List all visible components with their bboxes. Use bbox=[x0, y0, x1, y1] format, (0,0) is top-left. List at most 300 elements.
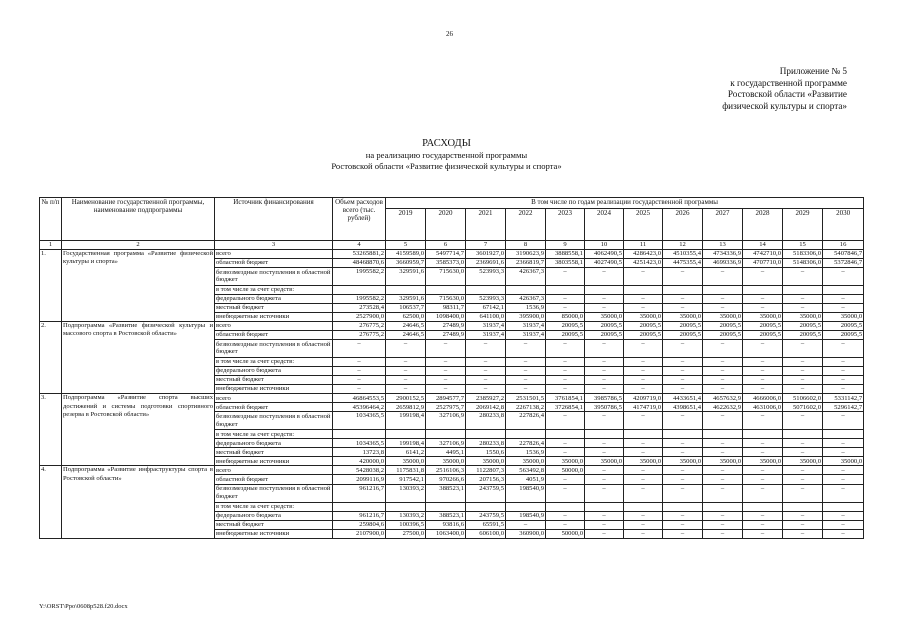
funding-source: местный бюджет bbox=[215, 520, 333, 529]
year-value-cell: 35000,0 bbox=[703, 457, 743, 466]
year-value-cell: – bbox=[546, 412, 585, 430]
program-number: 4. bbox=[40, 466, 62, 538]
year-value-cell: 62500,0 bbox=[386, 312, 426, 321]
year-value-cell: – bbox=[426, 339, 466, 357]
year-value-cell: 1063400,0 bbox=[426, 529, 466, 538]
year-value-cell: 4433651,4 bbox=[663, 394, 703, 403]
year-value-cell: – bbox=[823, 511, 864, 520]
year-value-cell: – bbox=[823, 376, 864, 385]
year-value-cell: 523993,3 bbox=[466, 294, 506, 303]
year-value-cell: – bbox=[823, 439, 864, 448]
year-value-cell: 20095,5 bbox=[703, 321, 743, 330]
year-value-cell: 130393,2 bbox=[386, 484, 426, 502]
total-volume-cell bbox=[333, 502, 386, 511]
funding-source: в том числе за счет средств: bbox=[215, 357, 333, 366]
year-value-cell: 329591,6 bbox=[386, 294, 426, 303]
document-title bbox=[0, 138, 905, 171]
year-value-cell: 3985786,5 bbox=[585, 394, 624, 403]
year-value-cell: 20095,5 bbox=[743, 330, 783, 339]
year-value-cell: – bbox=[783, 484, 823, 502]
year-value-cell: – bbox=[546, 439, 585, 448]
year-value-cell: – bbox=[585, 466, 624, 475]
funding-source: всего bbox=[215, 321, 333, 330]
year-value-cell: 31937,4 bbox=[466, 321, 506, 330]
appendix-line: к государственной программе bbox=[730, 77, 847, 88]
total-volume-cell: – bbox=[333, 367, 386, 376]
year-value-cell: – bbox=[823, 339, 864, 357]
year-value-cell: – bbox=[546, 367, 585, 376]
total-volume-cell: 961216,7 bbox=[333, 511, 386, 520]
year-value-cell: 106537,7 bbox=[386, 303, 426, 312]
year-value-cell: – bbox=[663, 294, 703, 303]
year-value-cell bbox=[506, 285, 546, 294]
year-value-cell: – bbox=[506, 339, 546, 357]
year-value-cell: 4742710,0 bbox=[743, 249, 783, 258]
year-value-cell: 4734336,9 bbox=[703, 249, 743, 258]
year-value-cell bbox=[546, 502, 585, 511]
year-value-cell: – bbox=[823, 412, 864, 430]
header-name: Наименование государственной программы, наименование подпрограммы bbox=[62, 198, 215, 241]
column-number: 14 bbox=[743, 241, 783, 250]
year-value-cell: 35000,0 bbox=[743, 312, 783, 321]
column-number: 6 bbox=[426, 241, 466, 250]
total-volume-cell: 1034365,5 bbox=[333, 412, 386, 430]
year-value-cell: 3888558,1 bbox=[546, 249, 585, 258]
year-value-cell bbox=[703, 502, 743, 511]
expenses-table-wrapper bbox=[39, 197, 863, 539]
year-value-cell: – bbox=[624, 357, 663, 366]
funding-source: внебюджетные источники bbox=[215, 385, 333, 394]
funding-source: областной бюджет bbox=[215, 403, 333, 412]
year-value-cell: – bbox=[663, 529, 703, 538]
total-volume-cell: 2527900,0 bbox=[333, 312, 386, 321]
year-value-cell: – bbox=[743, 376, 783, 385]
year-value-cell: – bbox=[585, 448, 624, 457]
year-value-cell: – bbox=[743, 448, 783, 457]
year-value-cell: – bbox=[585, 385, 624, 394]
year-value-cell: 35000,0 bbox=[823, 457, 864, 466]
column-number: 12 bbox=[663, 241, 703, 250]
funding-source: безвозмездные поступления в областной бюджет bbox=[215, 412, 333, 430]
year-value-cell: – bbox=[783, 376, 823, 385]
year-value-cell: 2516106,3 bbox=[426, 466, 466, 475]
year-value-cell: 207156,3 bbox=[466, 475, 506, 484]
year-value-cell: 35000,0 bbox=[663, 457, 703, 466]
year-value-cell: 98311,7 bbox=[426, 303, 466, 312]
column-number: 11 bbox=[624, 241, 663, 250]
year-value-cell: 4622632,9 bbox=[703, 403, 743, 412]
year-value-cell: 523993,3 bbox=[466, 267, 506, 285]
year-value-cell: – bbox=[783, 267, 823, 285]
year-value-cell: 243759,5 bbox=[466, 484, 506, 502]
table-row bbox=[40, 466, 864, 475]
year-value-cell: – bbox=[783, 529, 823, 538]
year-value-cell: 20095,5 bbox=[663, 321, 703, 330]
header-volume: Объем расходов всего (тыс. рублей) bbox=[333, 198, 386, 241]
year-value-cell: – bbox=[426, 367, 466, 376]
year-value-cell: – bbox=[546, 475, 585, 484]
year-value-cell: 227826,4 bbox=[506, 439, 546, 448]
funding-source: всего bbox=[215, 249, 333, 258]
year-value-cell: – bbox=[585, 376, 624, 385]
year-value-cell: 35000,0 bbox=[743, 457, 783, 466]
year-value-cell: 199198,4 bbox=[386, 439, 426, 448]
year-value-cell: – bbox=[585, 357, 624, 366]
year-value-cell bbox=[506, 502, 546, 511]
year-value-cell: – bbox=[663, 412, 703, 430]
year-value-cell: 27489,9 bbox=[426, 330, 466, 339]
header-source: Источник финансирования bbox=[215, 198, 333, 241]
year-value-cell: – bbox=[506, 385, 546, 394]
year-value-cell: – bbox=[426, 357, 466, 366]
year-value-cell: – bbox=[624, 376, 663, 385]
year-value-cell: – bbox=[585, 294, 624, 303]
year-value-cell bbox=[663, 430, 703, 439]
year-value-cell: 198540,9 bbox=[506, 484, 546, 502]
year-value-cell: – bbox=[743, 475, 783, 484]
year-value-cell: 641100,0 bbox=[466, 312, 506, 321]
year-value-cell: – bbox=[783, 448, 823, 457]
year-value-cell: 20095,5 bbox=[585, 330, 624, 339]
year-value-cell: 35000,0 bbox=[466, 457, 506, 466]
year-value-cell: – bbox=[426, 376, 466, 385]
year-value-cell: 2900152,5 bbox=[386, 394, 426, 403]
year-value-cell: – bbox=[663, 466, 703, 475]
year-value-cell: – bbox=[783, 303, 823, 312]
year-value-cell: – bbox=[703, 339, 743, 357]
year-value-cell: 2267138,2 bbox=[506, 403, 546, 412]
total-volume-cell: 961216,7 bbox=[333, 484, 386, 502]
year-value-cell: – bbox=[743, 511, 783, 520]
year-value-cell bbox=[624, 502, 663, 511]
header-year: 2023 bbox=[546, 209, 585, 241]
year-value-cell bbox=[426, 430, 466, 439]
year-value-cell: 5148306,0 bbox=[783, 258, 823, 267]
year-value-cell bbox=[703, 430, 743, 439]
year-value-cell: – bbox=[663, 475, 703, 484]
year-value-cell bbox=[823, 430, 864, 439]
year-value-cell: – bbox=[743, 466, 783, 475]
year-value-cell: 67142,1 bbox=[466, 303, 506, 312]
total-volume-cell: 53265881,2 bbox=[333, 249, 386, 258]
column-number: 9 bbox=[546, 241, 585, 250]
year-value-cell: – bbox=[823, 303, 864, 312]
year-value-cell: – bbox=[743, 439, 783, 448]
total-volume-cell: 46864553,5 bbox=[333, 394, 386, 403]
year-value-cell: 3601927,0 bbox=[466, 249, 506, 258]
year-value-cell: 35000,0 bbox=[426, 457, 466, 466]
year-value-cell: – bbox=[743, 484, 783, 502]
year-value-cell: – bbox=[703, 412, 743, 430]
year-value-cell: 5372846,7 bbox=[823, 258, 864, 267]
year-value-cell: 20095,5 bbox=[663, 330, 703, 339]
year-value-cell: 20095,5 bbox=[624, 330, 663, 339]
funding-source: местный бюджет bbox=[215, 303, 333, 312]
header-num: № п/п bbox=[40, 198, 62, 241]
funding-source: всего bbox=[215, 394, 333, 403]
year-value-cell: 4209719,0 bbox=[624, 394, 663, 403]
column-number: 15 bbox=[783, 241, 823, 250]
year-value-cell: 3761854,1 bbox=[546, 394, 585, 403]
year-value-cell: – bbox=[506, 367, 546, 376]
year-value-cell: 5071602,0 bbox=[783, 403, 823, 412]
year-value-cell: 27500,0 bbox=[386, 529, 426, 538]
year-value-cell: – bbox=[703, 475, 743, 484]
year-value-cell: – bbox=[466, 376, 506, 385]
year-value-cell: 1536,9 bbox=[506, 448, 546, 457]
year-value-cell: – bbox=[743, 339, 783, 357]
year-value-cell: – bbox=[703, 529, 743, 538]
column-number: 4 bbox=[333, 241, 386, 250]
year-value-cell: 4174719,0 bbox=[624, 403, 663, 412]
year-value-cell: – bbox=[506, 520, 546, 529]
year-value-cell bbox=[624, 430, 663, 439]
year-value-cell: 3585373,0 bbox=[426, 258, 466, 267]
year-value-cell: – bbox=[546, 511, 585, 520]
funding-source: федерального бюджета bbox=[215, 294, 333, 303]
year-value-cell: – bbox=[703, 367, 743, 376]
year-value-cell: – bbox=[546, 520, 585, 529]
header-year: 2021 bbox=[466, 209, 506, 241]
year-value-cell: 20095,5 bbox=[743, 321, 783, 330]
year-value-cell: 35000,0 bbox=[585, 312, 624, 321]
year-value-cell: – bbox=[663, 303, 703, 312]
year-value-cell: – bbox=[823, 466, 864, 475]
header-years-group: В том числе по годам реализации государственной программы bbox=[386, 198, 864, 209]
year-value-cell: – bbox=[624, 520, 663, 529]
year-value-cell: – bbox=[624, 303, 663, 312]
year-value-cell: 130393,2 bbox=[386, 511, 426, 520]
year-value-cell bbox=[585, 502, 624, 511]
year-value-cell: – bbox=[663, 439, 703, 448]
year-value-cell: 2369691,6 bbox=[466, 258, 506, 267]
year-value-cell: – bbox=[703, 520, 743, 529]
total-volume-cell: – bbox=[333, 385, 386, 394]
year-value-cell: 2527975,7 bbox=[426, 403, 466, 412]
year-value-cell: – bbox=[743, 520, 783, 529]
total-volume-cell: 1995582,2 bbox=[333, 267, 386, 285]
year-value-cell: 20095,5 bbox=[624, 321, 663, 330]
funding-source: внебюджетные источники bbox=[215, 312, 333, 321]
year-value-cell: – bbox=[663, 448, 703, 457]
year-value-cell: – bbox=[743, 357, 783, 366]
year-value-cell: – bbox=[663, 267, 703, 285]
year-value-cell: – bbox=[783, 520, 823, 529]
year-value-cell: 27489,9 bbox=[426, 321, 466, 330]
year-value-cell: – bbox=[703, 376, 743, 385]
year-value-cell: – bbox=[703, 466, 743, 475]
year-value-cell: 4631006,0 bbox=[743, 403, 783, 412]
year-value-cell bbox=[506, 430, 546, 439]
year-value-cell: – bbox=[663, 339, 703, 357]
year-value-cell: – bbox=[783, 412, 823, 430]
year-value-cell: 2366819,7 bbox=[506, 258, 546, 267]
year-value-cell: 2531501,5 bbox=[506, 394, 546, 403]
year-value-cell: – bbox=[624, 466, 663, 475]
year-value-cell: 280233,8 bbox=[466, 412, 506, 430]
year-value-cell: – bbox=[823, 294, 864, 303]
year-value-cell bbox=[663, 285, 703, 294]
year-value-cell: – bbox=[546, 357, 585, 366]
year-value-cell: 100396,5 bbox=[386, 520, 426, 529]
year-value-cell: – bbox=[585, 339, 624, 357]
funding-source: всего bbox=[215, 466, 333, 475]
total-volume-cell: – bbox=[333, 339, 386, 357]
year-value-cell: – bbox=[703, 357, 743, 366]
year-value-cell: – bbox=[823, 267, 864, 285]
funding-source: федерального бюджета bbox=[215, 367, 333, 376]
year-value-cell: – bbox=[743, 412, 783, 430]
year-value-cell bbox=[823, 285, 864, 294]
year-value-cell: – bbox=[585, 267, 624, 285]
funding-source: безвозмездные поступления в областной бюджет bbox=[215, 339, 333, 357]
total-volume-cell: 13723,8 bbox=[333, 448, 386, 457]
year-value-cell bbox=[466, 285, 506, 294]
title-subtitle-1: на реализацию государственной программы bbox=[365, 150, 528, 160]
header-year: 2019 bbox=[386, 209, 426, 241]
year-value-cell bbox=[386, 285, 426, 294]
year-value-cell: – bbox=[546, 339, 585, 357]
total-volume-cell: 259804,6 bbox=[333, 520, 386, 529]
year-value-cell bbox=[386, 502, 426, 511]
year-value-cell: 20095,5 bbox=[823, 330, 864, 339]
header-year: 2022 bbox=[506, 209, 546, 241]
year-value-cell: 388523,1 bbox=[426, 484, 466, 502]
year-value-cell: 426367,3 bbox=[506, 294, 546, 303]
year-value-cell: – bbox=[546, 376, 585, 385]
header-year: 2025 bbox=[624, 209, 663, 241]
program-number: 3. bbox=[40, 394, 62, 466]
total-volume-cell: 2107900,0 bbox=[333, 529, 386, 538]
year-value-cell: – bbox=[624, 367, 663, 376]
year-value-cell: – bbox=[624, 448, 663, 457]
year-value-cell bbox=[466, 502, 506, 511]
year-value-cell: 327106,9 bbox=[426, 439, 466, 448]
program-number: 2. bbox=[40, 321, 62, 393]
total-volume-cell: 1995582,2 bbox=[333, 294, 386, 303]
funding-source: федерального бюджета bbox=[215, 439, 333, 448]
year-value-cell bbox=[783, 502, 823, 511]
year-value-cell: – bbox=[783, 357, 823, 366]
year-value-cell: – bbox=[466, 357, 506, 366]
year-value-cell: 329591,6 bbox=[386, 267, 426, 285]
year-value-cell: 5296142,7 bbox=[823, 403, 864, 412]
year-value-cell: – bbox=[466, 367, 506, 376]
total-volume-cell: 276775,2 bbox=[333, 330, 386, 339]
funding-source: областной бюджет bbox=[215, 330, 333, 339]
year-value-cell: 31937,4 bbox=[466, 330, 506, 339]
year-value-cell bbox=[703, 285, 743, 294]
year-value-cell: – bbox=[546, 294, 585, 303]
total-volume-cell: 45396464,2 bbox=[333, 403, 386, 412]
column-number: 1 bbox=[40, 241, 62, 250]
year-value-cell: 50000,0 bbox=[546, 466, 585, 475]
table-row bbox=[40, 321, 864, 330]
year-value-cell: 4251423,0 bbox=[624, 258, 663, 267]
year-value-cell: – bbox=[386, 376, 426, 385]
year-value-cell: 3190623,9 bbox=[506, 249, 546, 258]
year-value-cell: – bbox=[386, 357, 426, 366]
year-value-cell: 20095,5 bbox=[783, 330, 823, 339]
year-value-cell: 65591,5 bbox=[466, 520, 506, 529]
year-value-cell: 970266,6 bbox=[426, 475, 466, 484]
year-value-cell: 6141,2 bbox=[386, 448, 426, 457]
year-value-cell: 4051,9 bbox=[506, 475, 546, 484]
year-value-cell: 35000,0 bbox=[783, 457, 823, 466]
year-value-cell: – bbox=[743, 385, 783, 394]
header-year: 2020 bbox=[426, 209, 466, 241]
year-value-cell: – bbox=[823, 367, 864, 376]
year-value-cell bbox=[783, 430, 823, 439]
year-value-cell: – bbox=[546, 385, 585, 394]
year-value-cell bbox=[743, 430, 783, 439]
year-value-cell: 4398651,4 bbox=[663, 403, 703, 412]
column-number: 13 bbox=[703, 241, 743, 250]
year-value-cell: – bbox=[386, 339, 426, 357]
appendix-line: Приложение № 5 bbox=[779, 66, 847, 76]
year-value-cell: – bbox=[585, 367, 624, 376]
year-value-cell: 4159589,0 bbox=[386, 249, 426, 258]
year-value-cell: 1536,9 bbox=[506, 303, 546, 312]
year-value-cell bbox=[426, 502, 466, 511]
year-value-cell: 35000,0 bbox=[823, 312, 864, 321]
year-value-cell: 426367,3 bbox=[506, 267, 546, 285]
year-value-cell: – bbox=[466, 385, 506, 394]
year-value-cell: – bbox=[386, 385, 426, 394]
year-value-cell: – bbox=[703, 267, 743, 285]
year-value-cell: – bbox=[703, 448, 743, 457]
year-value-cell: 5407846,7 bbox=[823, 249, 864, 258]
total-volume-cell bbox=[333, 430, 386, 439]
year-value-cell: – bbox=[743, 294, 783, 303]
year-value-cell: – bbox=[823, 448, 864, 457]
year-value-cell: 4027490,5 bbox=[585, 258, 624, 267]
year-value-cell: – bbox=[703, 511, 743, 520]
year-value-cell: 2069142,8 bbox=[466, 403, 506, 412]
year-value-cell: 4699336,9 bbox=[703, 258, 743, 267]
year-value-cell: 388523,1 bbox=[426, 511, 466, 520]
year-value-cell: 4666006,0 bbox=[743, 394, 783, 403]
year-value-cell: – bbox=[624, 267, 663, 285]
year-value-cell: – bbox=[546, 448, 585, 457]
year-value-cell: 20095,5 bbox=[546, 321, 585, 330]
year-value-cell: 35000,0 bbox=[386, 457, 426, 466]
file-path-footer: Y:\ORST\Ppo\0608p528.f20.docx bbox=[39, 603, 128, 610]
total-volume-cell: 2099116,9 bbox=[333, 475, 386, 484]
total-volume-cell: 48468870,6 bbox=[333, 258, 386, 267]
expenses-table bbox=[39, 197, 864, 539]
total-volume-cell: 273528,4 bbox=[333, 303, 386, 312]
year-value-cell bbox=[466, 430, 506, 439]
year-value-cell: 5106602,0 bbox=[783, 394, 823, 403]
year-value-cell: 715630,0 bbox=[426, 294, 466, 303]
year-value-cell: – bbox=[585, 303, 624, 312]
total-volume-cell bbox=[333, 285, 386, 294]
title-main: РАСХОДЫ bbox=[422, 138, 471, 149]
year-value-cell: – bbox=[624, 385, 663, 394]
total-volume-cell: – bbox=[333, 376, 386, 385]
year-value-cell: 4657632,9 bbox=[703, 394, 743, 403]
funding-source: местный бюджет bbox=[215, 448, 333, 457]
year-value-cell bbox=[546, 285, 585, 294]
year-value-cell: 5331142,7 bbox=[823, 394, 864, 403]
year-value-cell: – bbox=[386, 367, 426, 376]
year-value-cell: 24646,5 bbox=[386, 321, 426, 330]
year-value-cell bbox=[663, 502, 703, 511]
funding-source: областной бюджет bbox=[215, 258, 333, 267]
year-value-cell: – bbox=[823, 484, 864, 502]
column-number: 2 bbox=[62, 241, 215, 250]
